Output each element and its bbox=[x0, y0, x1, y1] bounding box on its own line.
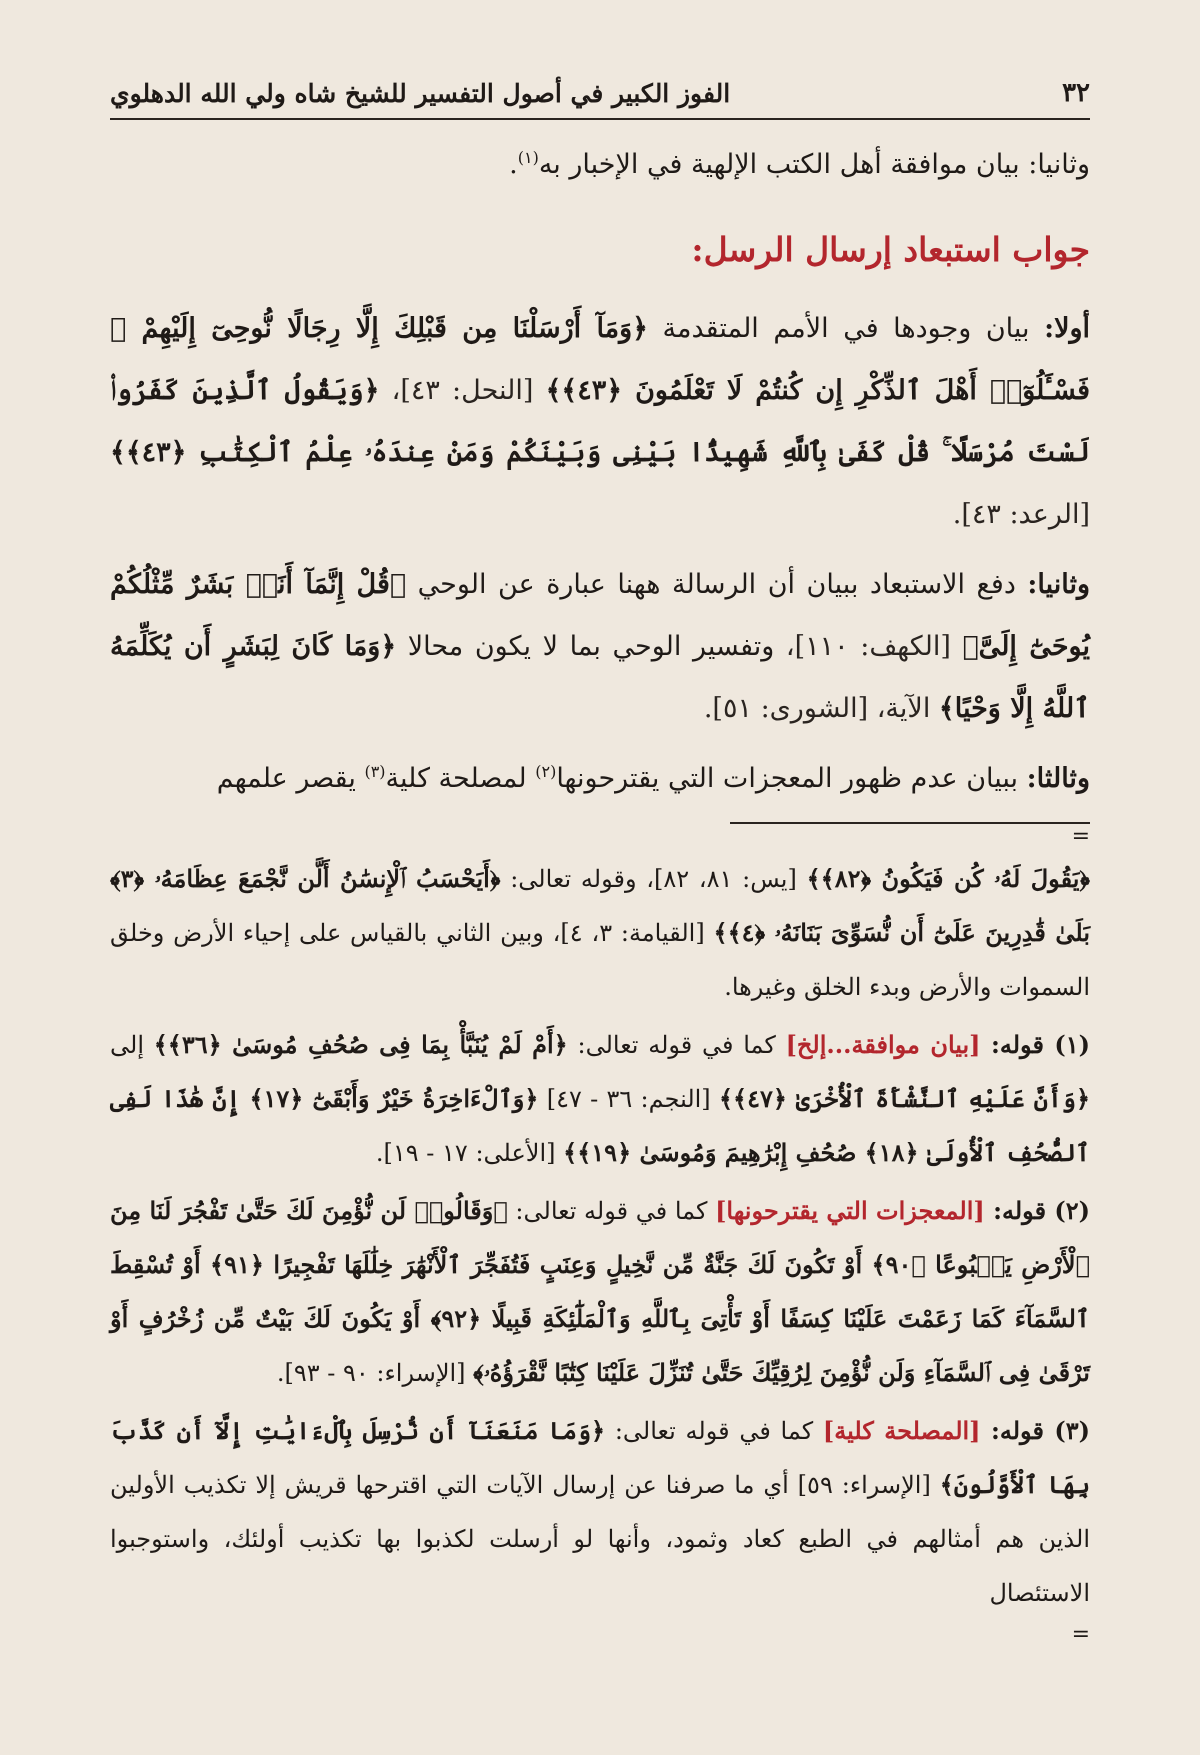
verse-reference: الآية، [الشورى: ٥١]. bbox=[703, 693, 939, 724]
footnote-ref-2: (٢) bbox=[535, 762, 557, 781]
end-continuation-mark: = bbox=[1071, 1622, 1090, 1647]
quran-verse: ﴿وَمَا كَانَ لِبَشَرٍ أَن يُكَلِّمَهُ ٱللَّهُ إِلَّا وَحْيًا﴾ bbox=[110, 631, 1090, 724]
footnote-label: قوله: bbox=[984, 1196, 1055, 1225]
footnote-text: [يس: ٨١، ٨٢]، وقوله تعالى: bbox=[500, 865, 807, 893]
section-heading: جواب استبعاد إرسال الرسل: bbox=[691, 230, 1090, 269]
paragraph-second bbox=[110, 554, 1090, 740]
footnote-2 bbox=[110, 1184, 1090, 1400]
verse-reference: [النحل: ٤٣]، bbox=[379, 375, 546, 406]
quran-verse: ﴿وَمَآ أَرْسَلْنَا مِن قَبْلِكَ إِلَّا رِجَالًا نُّوحِىٓ إِلَيْهِمْ ۚ فَسْـَٔلُوٓا۟ أَهْلَ ٱلذِّكْرِ إِن كُنتُمْ لَا تَعْلَمُونَ ﴿٤٣﴾﴾ bbox=[110, 313, 1090, 406]
verse-reference: [الكهف: ١١٠]، bbox=[774, 631, 963, 662]
intro-text: وثانيا: بيان موافقة أهل الكتب الإلهية في الإخبار به bbox=[538, 149, 1090, 180]
verse-reference: [الإسراء: ٩٠ - ٩٣]. bbox=[276, 1359, 474, 1387]
footnote-label: قوله: bbox=[980, 1416, 1055, 1445]
continuation-mark: = bbox=[1071, 824, 1090, 849]
intro-end: . bbox=[509, 149, 518, 180]
paragraph-text: دفع الاستبعاد ببيان أن الرسالة ههنا عبارة عن الوحي bbox=[406, 569, 1028, 600]
footnote-text: كما في قوله تعالى: bbox=[507, 1197, 716, 1225]
footnote-label: قوله: bbox=[980, 1030, 1055, 1059]
footnote-divider bbox=[730, 822, 1090, 824]
verse-reference: [الرعد: ٤٣]. bbox=[952, 499, 1090, 530]
quran-verse: ﴿وَٱلْءَاخِرَةُ خَيْرٌ وَأَبْقَىٰٓ ﴿١٧﴾ إِنَّ هَٰذَا لَفِى ٱلصُّحُفِ ٱلْأُولَىٰ ﴿١٨﴾ صُحُفِ إِبْرَٰهِيمَ وَمُوسَىٰ ﴿١٩﴾﴾ bbox=[110, 1084, 1090, 1167]
footnote-number: (٢) bbox=[1054, 1196, 1091, 1225]
footnote-3 bbox=[110, 1404, 1090, 1620]
paragraph-first bbox=[110, 298, 1090, 546]
footnote-term: [المعجزات التي يقترحونها] bbox=[715, 1196, 985, 1225]
paragraph-text: وتفسير الوحي بما لا يكون محالا bbox=[396, 631, 775, 662]
footnote-term: [المصلحة كلية] bbox=[822, 1416, 981, 1445]
footnote-text: إلى bbox=[110, 1031, 154, 1059]
quran-verse: ﴿وَيَقُولُ ٱلَّذِينَ كَفَرُوا۟ لَسْتَ مُرْسَلًا ۚ قُلْ كَفَىٰ بِٱللَّهِ شَهِيدًۢا بَيْنِى وَبَيْنَكُمْ وَمَنْ عِندَهُۥ عِلْمُ ٱلْكِتَٰبِ ﴿٤٣﴾﴾ bbox=[110, 375, 1090, 468]
running-header bbox=[110, 78, 1090, 120]
footnotes bbox=[110, 826, 1090, 1646]
footnote-1 bbox=[110, 1018, 1090, 1180]
paragraph-text: بيان وجودها في الأمم المتقدمة bbox=[648, 313, 1045, 344]
paragraph-lead: أولا: bbox=[1044, 313, 1091, 344]
paragraph-lead: وثالثا: bbox=[1026, 763, 1090, 794]
quran-verse: ﴿قُلْ إِنَّمَآ أَنَا۠ بَشَرٌ مِّثْلُكُمْ يُوحَىٰٓ إِلَىَّ﴾ bbox=[110, 569, 1090, 662]
quran-verse: ﴿وَمَا مَنَعَنَآ أَن نُّرْسِلَ بِٱلْءَايَٰتِ إِلَّآ أَن كَذَّبَ بِهَا ٱلْأَوَّلُونَ﴾ bbox=[110, 1416, 1091, 1499]
book-title: الفوز الكبير في أصول التفسير للشيخ شاه ولي الله الدهلوي bbox=[110, 79, 731, 108]
quran-verse: ﴿وَأَنَّ عَلَيْهِ ٱلنَّشْأَةَ ٱلْأُخْرَىٰ ﴿٤٧﴾﴾ bbox=[718, 1084, 1091, 1113]
paragraph-text: يقصر علمهم bbox=[216, 763, 365, 794]
footnote-term: [بيان موافقة...إلخ] bbox=[785, 1030, 981, 1059]
quran-verse: ﴿يَقُولَ لَهُۥ كُن فَيَكُونُ ﴿٨٢﴾﴾ bbox=[806, 864, 1091, 893]
footnote-text: كما في قوله تعالى: bbox=[605, 1417, 823, 1445]
quran-verse: ﴿وَقَالُوا۟ لَن نُّؤْمِنَ لَكَ حَتَّىٰ تَفْجُرَ لَنَا مِنَ ٱلْأَرْضِ يَنۢبُوعًا ﴿٩٠﴾ أَوْ تَكُونَ لَكَ جَنَّةٌ مِّن نَّخِيلٍ وَعِنَبٍ فَتُفَجِّرَ ٱلْأَنْهَٰرَ خِلَٰلَهَا تَفْجِيرًا ﴿٩١﴾ أَوْ تُسْقِطَ ٱلسَّمَآءَ كَمَا زَعَمْتَ عَلَيْنَا كِسَفًا أَوْ تَأْتِىَ بِٱللَّهِ وَٱلْمَلَٰٓئِكَةِ قَبِيلًا ﴿٩٢﴾ أَوْ يَكُونَ لَكَ بَيْتٌ مِّن زُخْرُفٍ أَوْ تَرْقَىٰ فِى ٱلسَّمَآءِ وَلَن نُّؤْمِنَ لِرُقِيِّكَ حَتَّىٰ تُنَزِّلَ عَلَيْنَا كِتَٰبًا نَّقْرَؤُهُۥ﴾ bbox=[110, 1196, 1090, 1387]
paragraph-lead: وثانيا: bbox=[1027, 569, 1091, 600]
paragraph-text: ببيان عدم ظهور المعجزات التي يقترحونها bbox=[556, 763, 1027, 794]
footnote-number: (٣) bbox=[1054, 1416, 1090, 1445]
main-text bbox=[110, 134, 1090, 810]
footnote-number: (١) bbox=[1054, 1030, 1090, 1059]
paragraph-text: لمصلحة كلية bbox=[385, 763, 536, 794]
paragraph-third bbox=[110, 748, 1090, 810]
footnote-ref-3: (٣) bbox=[364, 762, 386, 781]
verse-reference: [الأعلى: ١٧ - ١٩]. bbox=[375, 1139, 564, 1167]
footnote-text: كما في قوله تعالى: bbox=[567, 1031, 786, 1059]
quran-verse: ﴿أَيَحْسَبُ ٱلْإِنسَٰنُ أَلَّن نَّجْمَعَ عِظَامَهُۥ ﴿٣﴾ بَلَىٰ قَٰدِرِينَ عَلَىٰٓ أَن نُّسَوِّىَ بَنَانَهُۥ ﴿٤﴾﴾ bbox=[110, 864, 1091, 947]
intro-paragraph bbox=[110, 134, 1090, 196]
quran-verse: ﴿أَمْ لَمْ يُنَبَّأْ بِمَا فِى صُحُفِ مُوسَىٰ ﴿٣٦﴾﴾ bbox=[153, 1030, 568, 1059]
page-number: ٣٢ bbox=[1062, 78, 1090, 108]
footnote-ref-1: (١) bbox=[517, 148, 539, 167]
verse-reference: [النجم: ٣٦ - ٤٧] bbox=[538, 1085, 719, 1113]
footnote-text: [القيامة: ٣، ٤]، وبين الثاني بالقياس على إحياء الأرض وخلق السموات والأرض وبدء الخلق وغيرها. bbox=[110, 919, 1090, 1001]
footnote-text: [الإسراء: ٥٩] أي ما صرفنا عن إرسال الآيات التي اقترحها قريش إلا تكذيب الأولين الذين هم أمثالهم في الطبع كعاد وثمود، وأنها لو أرسلت لكذبوا بها تكذيب أولئك، واستوجبوا الاستئصال bbox=[110, 1471, 1090, 1607]
footnote-continuation bbox=[110, 852, 1090, 1014]
